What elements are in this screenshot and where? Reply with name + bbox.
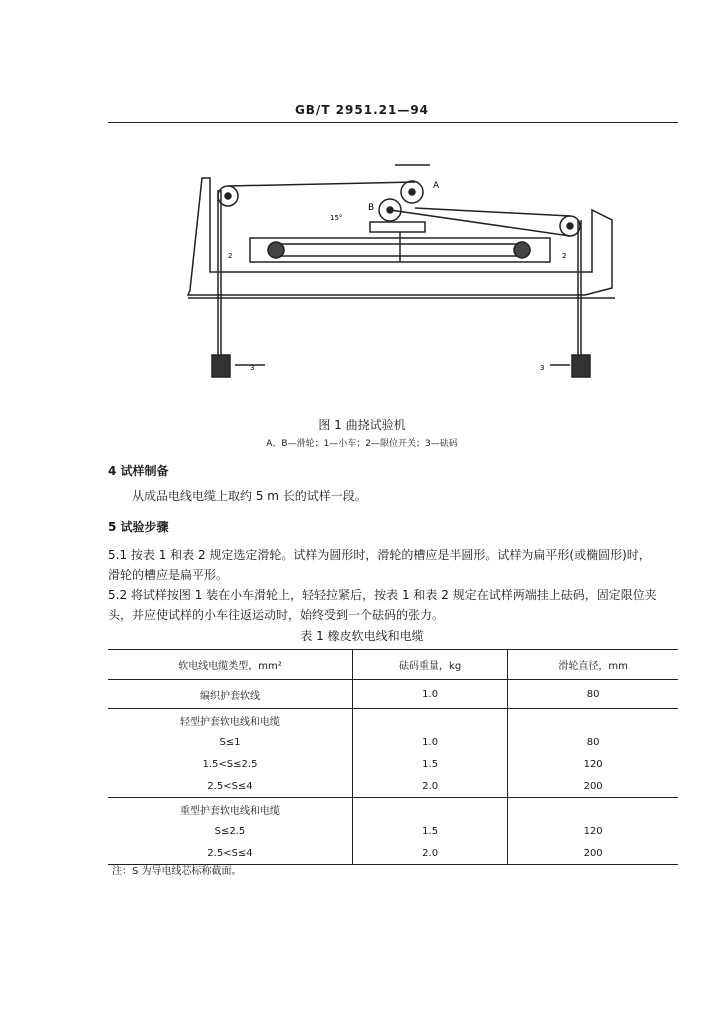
- table-cell: 2.5<S≤4: [108, 842, 352, 865]
- table-cell: 编织护套软线: [199, 690, 260, 702]
- section-4-text: 从成品电线电缆上取约 5 m 长的试样一段。: [132, 489, 367, 503]
- table-cell: 80: [508, 731, 678, 753]
- table-caption: 表 1 橡皮软电线和电缆: [300, 629, 424, 643]
- table-cell: [352, 709, 507, 732]
- page-header: GB/T 2951.21—94: [294, 103, 430, 117]
- table-cell: 1.5: [352, 753, 507, 775]
- table-cell: 1.5: [352, 820, 507, 842]
- table-cell: [508, 709, 678, 732]
- table-row: [108, 709, 678, 732]
- table-cell: 80: [508, 680, 678, 709]
- track-wheel-left: [268, 242, 284, 258]
- right-weight: [572, 355, 590, 377]
- label-dim: 15°: [330, 214, 343, 222]
- para-5-2-line1: 5.2 将试样按图 1 装在小车滑轮上，轻轻拉紧后，按表 1 和表 2 规定在试样两端挂上砝码，固定限位夹: [108, 588, 657, 602]
- label-a: A: [433, 181, 440, 191]
- figure-caption: 图 1 曲挠试验机: [318, 418, 406, 432]
- table-row: [108, 680, 678, 709]
- label-right-2: 2: [562, 252, 567, 260]
- table-cell: 轻型护套软电线和电缆: [108, 709, 352, 732]
- para-5-2-line2: 头，并应使试样的小车往返运动时，始终受到一个砝码的张力。: [108, 608, 445, 622]
- table-row: [108, 731, 678, 753]
- table-cell: 重型护套软电线和电缆: [108, 798, 352, 821]
- label-left-3: 3: [250, 364, 255, 372]
- table-note: 注：S 为导电线芯标称截面。: [112, 866, 242, 877]
- label-left-2: 2: [228, 252, 233, 260]
- table-cell: 2.0: [352, 842, 507, 865]
- table-header-row: [108, 650, 678, 680]
- carriage: [370, 222, 425, 232]
- table-cell: 120: [508, 820, 678, 842]
- table-cell: S≤1: [219, 736, 241, 748]
- table-cell: 1.5<S≤2.5: [202, 758, 258, 770]
- table-header-cell: 滑轮直径，mm: [508, 650, 678, 680]
- cable-top: [228, 182, 415, 186]
- table-cell: S≤2.5: [214, 825, 246, 837]
- para-5-1-line1: 5.1 按表 1 和表 2 规定选定滑轮。试样为圆形时，滑轮的槽应是半圆形。试样为扁平形(或椭圆形)时，: [108, 548, 651, 562]
- table-cell: 1.0: [352, 731, 507, 753]
- table-cell: 2.0: [352, 775, 507, 798]
- header-rule: [108, 122, 678, 123]
- table-row: [108, 775, 678, 798]
- table-row: [108, 753, 678, 775]
- table-1: [108, 649, 678, 865]
- table-cell: [508, 798, 678, 821]
- table-row: [108, 798, 678, 821]
- table-header-cell: 砝码重量，kg: [352, 650, 507, 680]
- test-machine-figure: [180, 160, 620, 400]
- track-wheel-right: [514, 242, 530, 258]
- para-5-1-line2: 滑轮的槽应是扁平形。: [108, 568, 229, 582]
- table-header-cell: 软电线电缆类型，mm²: [108, 650, 352, 680]
- table-cell: 200: [508, 842, 678, 865]
- left-weight: [212, 355, 230, 377]
- label-b: B: [368, 203, 375, 213]
- label-right-3: 3: [540, 364, 545, 372]
- table-cell: [352, 798, 507, 821]
- section-5-heading: 5 试验步骤: [108, 520, 169, 534]
- table-row: [108, 820, 678, 842]
- table-cell: 2.5<S≤4: [207, 780, 253, 792]
- table-cell: 1.0: [352, 680, 507, 709]
- table-cell: 120: [508, 753, 678, 775]
- figure-legend: A、B—滑轮；1—小车；2—限位开关；3—砝码: [266, 439, 458, 449]
- table-cell: 200: [508, 775, 678, 798]
- section-4-heading: 4 试样制备: [108, 464, 169, 478]
